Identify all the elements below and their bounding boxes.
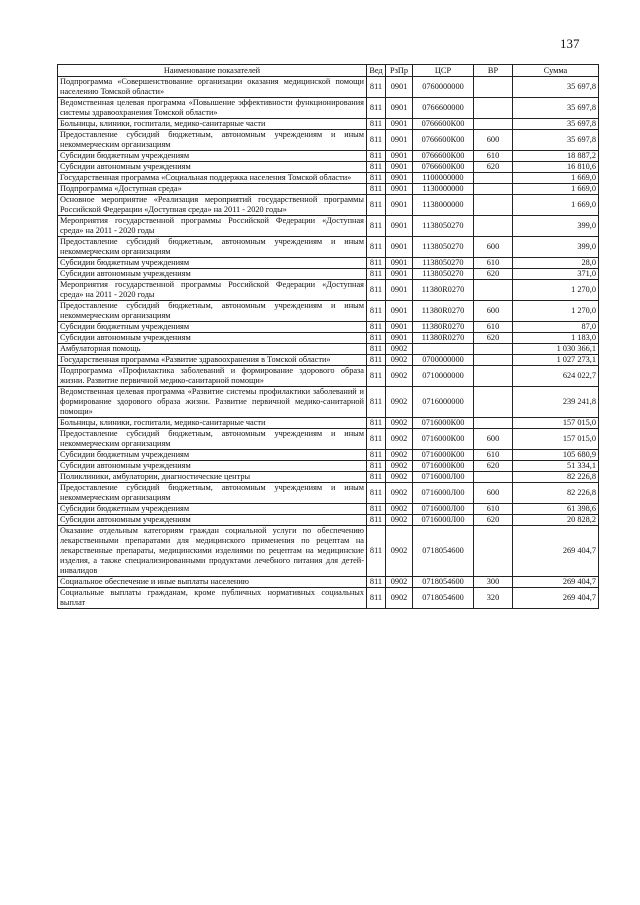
row-name: Субсидии бюджетным учреждениям: [58, 322, 367, 333]
row-csr: 0766600К00: [413, 151, 474, 162]
row-ved: 811: [367, 162, 386, 173]
row-ved: 811: [367, 216, 386, 237]
row-name: Субсидии автономным учреждениям: [58, 515, 367, 526]
row-csr: 0716000К00: [413, 461, 474, 472]
row-vr: 610: [474, 151, 513, 162]
row-rzpr: 0901: [386, 269, 413, 280]
row-csr: 0716000К00: [413, 450, 474, 461]
row-vr: [474, 387, 513, 418]
row-sum: 105 680,9: [513, 450, 599, 461]
row-rzpr: 0901: [386, 258, 413, 269]
row-sum: 1 183,0: [513, 333, 599, 344]
header-ved: Вед: [367, 65, 386, 77]
row-ved: 811: [367, 333, 386, 344]
row-vr: [474, 472, 513, 483]
row-vr: [474, 344, 513, 355]
row-csr: 1100000000: [413, 173, 474, 184]
row-ved: 811: [367, 515, 386, 526]
row-sum: 1 270,0: [513, 301, 599, 322]
row-sum: 35 697,8: [513, 130, 599, 151]
row-csr: 0766600000: [413, 98, 474, 119]
row-vr: 300: [474, 577, 513, 588]
row-csr: 1138000000: [413, 195, 474, 216]
header-rzpr: РзПр: [386, 65, 413, 77]
row-vr: [474, 173, 513, 184]
row-ved: 811: [367, 322, 386, 333]
row-rzpr: 0902: [386, 429, 413, 450]
row-name: Предоставление субсидий бюджетным, автономным учреждениям и иным некоммерческим организациям: [58, 237, 367, 258]
row-rzpr: 0902: [386, 515, 413, 526]
row-vr: [474, 119, 513, 130]
table-row: [58, 151, 599, 162]
table-row: [58, 450, 599, 461]
row-sum: 1 669,0: [513, 195, 599, 216]
row-name: Мероприятия государственной программы Российской Федерации «Доступная среда» на 2011 - 2020 годы: [58, 280, 367, 301]
row-rzpr: 0901: [386, 301, 413, 322]
row-csr: 0766600К00: [413, 130, 474, 151]
row-name: Предоставление субсидий бюджетным, автономным учреждениям и иным некоммерческим организациям: [58, 130, 367, 151]
row-name: Ведомственная целевая программа «Повышение эффективности функционирования системы здравоохранения Томской области»: [58, 98, 367, 119]
row-sum: 16 810,6: [513, 162, 599, 173]
header-vr: ВР: [474, 65, 513, 77]
table-row: [58, 461, 599, 472]
table-row: [58, 472, 599, 483]
row-ved: 811: [367, 526, 386, 577]
row-rzpr: 0901: [386, 237, 413, 258]
row-csr: 1138050270: [413, 269, 474, 280]
table-row: [58, 173, 599, 184]
row-name: Субсидии автономным учреждениям: [58, 461, 367, 472]
row-csr: 0718054600: [413, 588, 474, 609]
table-row: [58, 195, 599, 216]
row-csr: 0716000Л00: [413, 472, 474, 483]
row-sum: 239 241,8: [513, 387, 599, 418]
row-csr: 0700000000: [413, 355, 474, 366]
row-csr: 11380R0270: [413, 301, 474, 322]
table-row: [58, 515, 599, 526]
row-rzpr: 0902: [386, 483, 413, 504]
table-row: [58, 119, 599, 130]
row-ved: 811: [367, 280, 386, 301]
row-ved: 811: [367, 504, 386, 515]
row-ved: 811: [367, 418, 386, 429]
table-row: [58, 280, 599, 301]
row-ved: 811: [367, 472, 386, 483]
row-vr: [474, 526, 513, 577]
row-sum: 1 669,0: [513, 184, 599, 195]
row-ved: 811: [367, 577, 386, 588]
row-rzpr: 0902: [386, 450, 413, 461]
row-vr: 600: [474, 130, 513, 151]
header-sum: Сумма: [513, 65, 599, 77]
table-row: [58, 237, 599, 258]
row-name: Субсидии автономным учреждениям: [58, 333, 367, 344]
row-vr: 620: [474, 269, 513, 280]
row-sum: 269 404,7: [513, 526, 599, 577]
row-sum: 82 226,8: [513, 472, 599, 483]
row-csr: 0760000000: [413, 77, 474, 98]
row-csr: 0766600К00: [413, 162, 474, 173]
row-ved: 811: [367, 195, 386, 216]
row-rzpr: 0901: [386, 333, 413, 344]
row-rzpr: 0901: [386, 77, 413, 98]
row-name: Субсидии бюджетным учреждениям: [58, 151, 367, 162]
table-row: [58, 483, 599, 504]
table-row: [58, 429, 599, 450]
row-rzpr: 0901: [386, 130, 413, 151]
row-sum: 35 697,8: [513, 98, 599, 119]
row-name: Социальное обеспечение и иные выплаты населению: [58, 577, 367, 588]
row-ved: 811: [367, 130, 386, 151]
row-name: Субсидии бюджетным учреждениям: [58, 258, 367, 269]
row-vr: 610: [474, 504, 513, 515]
row-sum: 20 828,2: [513, 515, 599, 526]
row-sum: 87,0: [513, 322, 599, 333]
row-ved: 811: [367, 366, 386, 387]
row-rzpr: 0901: [386, 216, 413, 237]
row-name: Субсидии бюджетным учреждениям: [58, 504, 367, 515]
row-name: Ведомственная целевая программа «Развитие системы профилактики заболеваний и формирование здорового образа жизни. Развитие первичной медико-санитарной помощи»: [58, 387, 367, 418]
row-vr: 620: [474, 461, 513, 472]
row-rzpr: 0901: [386, 322, 413, 333]
row-name: Оказание отдельным категориям граждан социальной услуги по обеспечению лекарственными препаратами для медицинского применения по рецептам на лекарственные препараты, медицинскими изделиями по рецептам на медицинские изделия, а также специализированными продуктами лечебного питания для детей-инвалидов: [58, 526, 367, 577]
row-rzpr: 0902: [386, 577, 413, 588]
row-sum: 82 226,8: [513, 483, 599, 504]
row-name: Основное мероприятие «Реализация мероприятий государственной программы Российской Федерации «Доступная среда» на 2011 - 2020 годы»: [58, 195, 367, 216]
row-name: Государственная программа «Развитие здравоохранения в Томской области»: [58, 355, 367, 366]
row-vr: 600: [474, 483, 513, 504]
row-csr: 0716000К00: [413, 418, 474, 429]
row-rzpr: 0902: [386, 472, 413, 483]
table-row: [58, 355, 599, 366]
row-rzpr: 0901: [386, 98, 413, 119]
row-sum: 1 030 366,1: [513, 344, 599, 355]
table-row: [58, 344, 599, 355]
row-vr: 620: [474, 333, 513, 344]
row-rzpr: 0902: [386, 387, 413, 418]
row-vr: 600: [474, 237, 513, 258]
row-vr: 600: [474, 301, 513, 322]
row-ved: 811: [367, 355, 386, 366]
row-name: Государственная программа «Социальная поддержка населения Томской области»: [58, 173, 367, 184]
row-name: Предоставление субсидий бюджетным, автономным учреждениям и иным некоммерческим организациям: [58, 429, 367, 450]
row-vr: [474, 195, 513, 216]
row-rzpr: 0901: [386, 162, 413, 173]
row-vr: 600: [474, 429, 513, 450]
row-rzpr: 0901: [386, 173, 413, 184]
row-csr: 0716000К00: [413, 429, 474, 450]
row-csr: 0716000Л00: [413, 504, 474, 515]
row-sum: 1 270,0: [513, 280, 599, 301]
row-rzpr: 0902: [386, 588, 413, 609]
row-csr: 0718054600: [413, 577, 474, 588]
row-vr: [474, 366, 513, 387]
row-ved: 811: [367, 461, 386, 472]
row-sum: 61 398,6: [513, 504, 599, 515]
page-number: 137: [560, 36, 580, 51]
table-body: [58, 77, 599, 609]
row-name: Подпрограмма «Совершенствование организации оказания медицинской помощи населению Томской области»: [58, 77, 367, 98]
row-ved: 811: [367, 173, 386, 184]
row-sum: 399,0: [513, 216, 599, 237]
row-vr: [474, 98, 513, 119]
row-sum: 157 015,0: [513, 418, 599, 429]
row-ved: 811: [367, 450, 386, 461]
row-ved: 811: [367, 387, 386, 418]
table-row: [58, 216, 599, 237]
row-csr: 0716000Л00: [413, 515, 474, 526]
row-ved: 811: [367, 77, 386, 98]
row-ved: 811: [367, 483, 386, 504]
row-sum: 1 027 273,1: [513, 355, 599, 366]
table-row: [58, 588, 599, 609]
row-rzpr: 0902: [386, 526, 413, 577]
row-csr: 0710000000: [413, 366, 474, 387]
row-csr: 1138050270: [413, 258, 474, 269]
row-rzpr: 0901: [386, 184, 413, 195]
row-csr: [413, 344, 474, 355]
table-row: [58, 504, 599, 515]
row-rzpr: 0901: [386, 280, 413, 301]
row-ved: 811: [367, 269, 386, 280]
table-row: [58, 130, 599, 151]
row-ved: 811: [367, 98, 386, 119]
table-row: [58, 333, 599, 344]
row-name: Субсидии бюджетным учреждениям: [58, 450, 367, 461]
row-ved: 811: [367, 237, 386, 258]
row-vr: 320: [474, 588, 513, 609]
row-sum: 35 697,8: [513, 77, 599, 98]
row-rzpr: 0902: [386, 461, 413, 472]
row-vr: 610: [474, 322, 513, 333]
row-name: Подпрограмма «Профилактика заболеваний и формирование здорового образа жизни. Развитие первичной медико-санитарной помощи»: [58, 366, 367, 387]
row-name: Больницы, клиники, госпитали, медико-санитарные части: [58, 119, 367, 130]
row-vr: [474, 77, 513, 98]
row-csr: 11380R0270: [413, 333, 474, 344]
row-name: Предоставление субсидий бюджетным, автономным учреждениям и иным некоммерческим организациям: [58, 483, 367, 504]
row-csr: 0716000000: [413, 387, 474, 418]
row-sum: 371,0: [513, 269, 599, 280]
row-vr: 620: [474, 515, 513, 526]
row-csr: 0766600К00: [413, 119, 474, 130]
row-sum: 269 404,7: [513, 588, 599, 609]
row-sum: 1 669,0: [513, 173, 599, 184]
row-name: Социальные выплаты гражданам, кроме публичных нормативных социальных выплат: [58, 588, 367, 609]
row-name: Подпрограмма «Доступная среда»: [58, 184, 367, 195]
row-sum: 28,0: [513, 258, 599, 269]
row-vr: [474, 280, 513, 301]
row-ved: 811: [367, 429, 386, 450]
row-csr: 1130000000: [413, 184, 474, 195]
table-row: [58, 322, 599, 333]
row-ved: 811: [367, 151, 386, 162]
table-row: [58, 269, 599, 280]
row-rzpr: 0902: [386, 504, 413, 515]
row-rzpr: 0901: [386, 195, 413, 216]
table-row: [58, 184, 599, 195]
row-csr: 1138050270: [413, 216, 474, 237]
row-csr: 0718054600: [413, 526, 474, 577]
row-vr: 610: [474, 450, 513, 461]
row-sum: 624 022,7: [513, 366, 599, 387]
row-name: Предоставление субсидий бюджетным, автономным учреждениям и иным некоммерческим организациям: [58, 301, 367, 322]
row-rzpr: 0902: [386, 418, 413, 429]
row-vr: 620: [474, 162, 513, 173]
header-csr: ЦСР: [413, 65, 474, 77]
row-csr: 11380R0270: [413, 280, 474, 301]
row-rzpr: 0901: [386, 151, 413, 162]
row-vr: [474, 184, 513, 195]
row-name: Мероприятия государственной программы Российской Федерации «Доступная среда» на 2011 - 2020 годы: [58, 216, 367, 237]
table-header-row: [58, 65, 599, 77]
row-csr: 0716000Л00: [413, 483, 474, 504]
header-name: Наименование показателей: [58, 65, 367, 77]
table-row: [58, 577, 599, 588]
row-rzpr: 0901: [386, 119, 413, 130]
table-row: [58, 258, 599, 269]
row-name: Больницы, клиники, госпитали, медико-санитарные части: [58, 418, 367, 429]
row-name: Субсидии автономным учреждениям: [58, 269, 367, 280]
row-ved: 811: [367, 119, 386, 130]
table-row: [58, 77, 599, 98]
row-rzpr: 0902: [386, 344, 413, 355]
row-ved: 811: [367, 258, 386, 269]
table-row: [58, 366, 599, 387]
row-name: Амбулаторная помощь: [58, 344, 367, 355]
row-csr: 1138050270: [413, 237, 474, 258]
row-vr: [474, 418, 513, 429]
row-sum: 51 334,1: [513, 461, 599, 472]
row-name: Поликлиники, амбулатории, диагностические центры: [58, 472, 367, 483]
row-sum: 157 015,0: [513, 429, 599, 450]
row-vr: [474, 355, 513, 366]
row-csr: 11380R0270: [413, 322, 474, 333]
row-sum: 35 697,8: [513, 119, 599, 130]
table-row: [58, 301, 599, 322]
table-row: [58, 98, 599, 119]
row-vr: [474, 216, 513, 237]
row-sum: 18 887,2: [513, 151, 599, 162]
row-rzpr: 0902: [386, 355, 413, 366]
row-ved: 811: [367, 588, 386, 609]
table-row: [58, 526, 599, 577]
table-row: [58, 387, 599, 418]
row-ved: 811: [367, 184, 386, 195]
budget-table: [57, 64, 599, 609]
row-name: Субсидии автономным учреждениям: [58, 162, 367, 173]
row-rzpr: 0902: [386, 366, 413, 387]
row-vr: 610: [474, 258, 513, 269]
row-sum: 269 404,7: [513, 577, 599, 588]
table-row: [58, 162, 599, 173]
row-sum: 399,0: [513, 237, 599, 258]
row-ved: 811: [367, 344, 386, 355]
table-row: [58, 418, 599, 429]
row-ved: 811: [367, 301, 386, 322]
